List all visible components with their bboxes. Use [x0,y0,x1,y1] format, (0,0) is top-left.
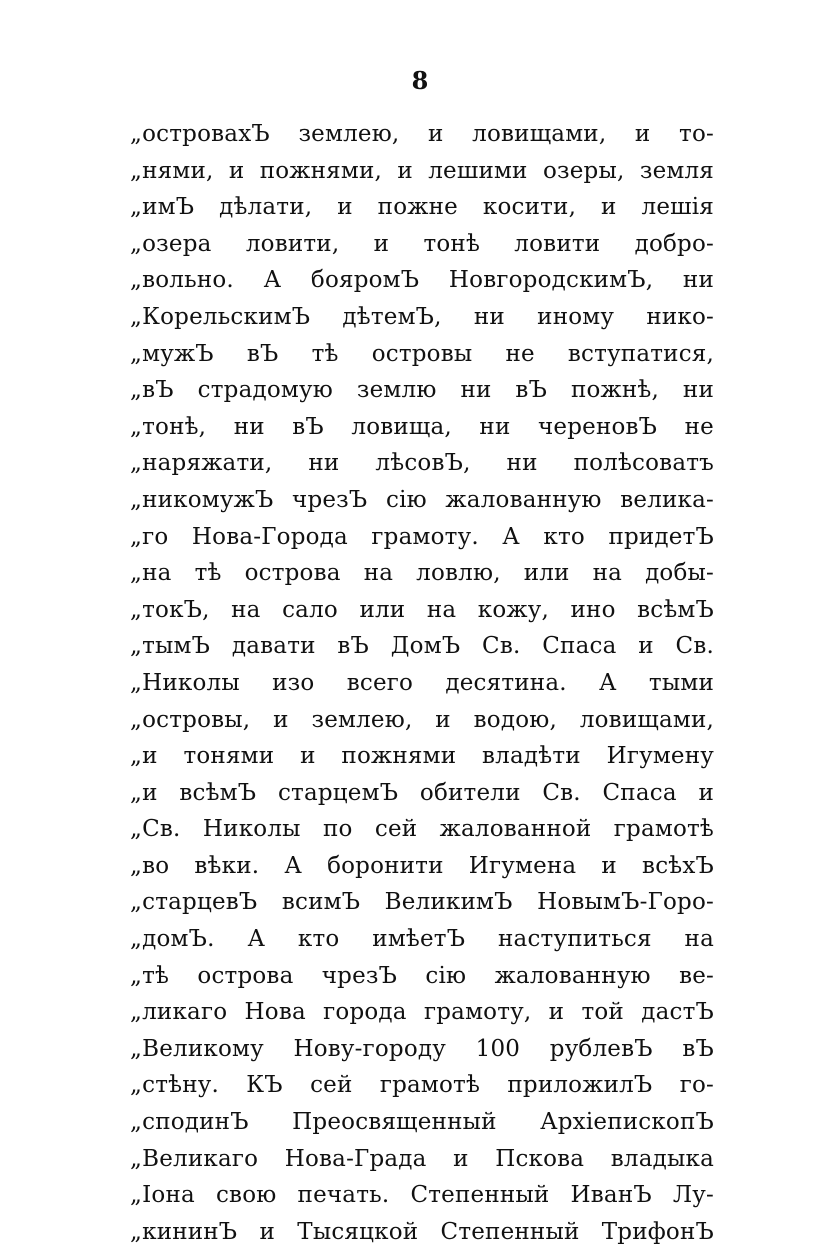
text-line: „Великому Нову-городу 100 рублевЪ вЪ [130,1035,714,1062]
text-line: „КорельскимЪ дѣтемЪ, ни иному нико- [130,303,714,330]
text-line: „и тонями и пожнями владѣти Игумену [130,743,714,770]
text-line: „кининЪ и Тысяцкой Степенный ТрифонЪ [130,1218,714,1245]
text-line: „Іона свою печать. Степенный ИванЪ Лу- [130,1182,714,1209]
text-line: „токЪ, на сало или на кожу, ино всѣмЪ [130,596,714,623]
text-line: „тонѣ, ни вЪ ловища, ни череновЪ не [130,413,714,440]
text-line: „во вѣки. А боронити Игумена и всѣхЪ [130,852,714,879]
page-number: 8 [411,66,429,95]
text-line: „стѣну. КЪ сей грамотѣ приложилЪ го- [130,1072,714,1099]
body-text [130,116,714,1250]
text-line: „вольно. А бояромЪ НовгородскимЪ, ни [130,267,714,294]
text-line: „и всѣмЪ старцемЪ обители Св. Спаса и [130,779,714,806]
text-line: „никомужЪ чрезЪ сію жалованную велика- [130,486,714,513]
text-line: „озера ловити, и тонѣ ловити добро- [130,230,714,257]
text-line: „ликаго Нова города грамоту, и той дастЪ [130,999,714,1026]
text-line: „домЪ. А кто имѣетЪ наступиться на [130,926,714,953]
text-line: „Св. Николы по сей жалованной грамотѣ [130,816,714,843]
text-line: „островахЪ землею, и ловищами, и то- [130,121,714,147]
text-line: „тѣ острова чрезЪ сію жалованную ве- [130,962,714,989]
text-line: „Великаго Нова-Града и Пскова владыка [130,1145,714,1172]
text-line: „мужЪ вЪ тѣ островы не вступатися, [130,340,714,367]
text-line: „го Нова-Города грамоту. А кто придетЪ [130,523,714,550]
text-line: „островы, и землею, и водою, ловищами, [130,706,714,733]
text-line: „сподинЪ Преосвященный АрхіепископЪ [130,1109,714,1136]
text-line: „тымЪ давати вЪ ДомЪ Св. Спаса и Св. [130,633,714,660]
text-line: „старцевЪ всимЪ ВеликимЪ НовымЪ-Горо- [130,889,714,916]
text-line: „наряжати, ни лѣсовЪ, ни полѣсоватъ [130,450,714,477]
text-line: „Николы изо всего десятина. А тыми [130,669,714,696]
text-line: „имЪ дѣлати, и пожне косити, и лешія [130,194,714,221]
text-line: „на тѣ острова на ловлю, или на добы- [130,560,714,587]
text-line: „нями, и пожнями, и лешими озеры, земля [130,157,714,184]
text-line: „вЪ страдомую землю ни вЪ пожнѣ, ни [130,377,714,404]
